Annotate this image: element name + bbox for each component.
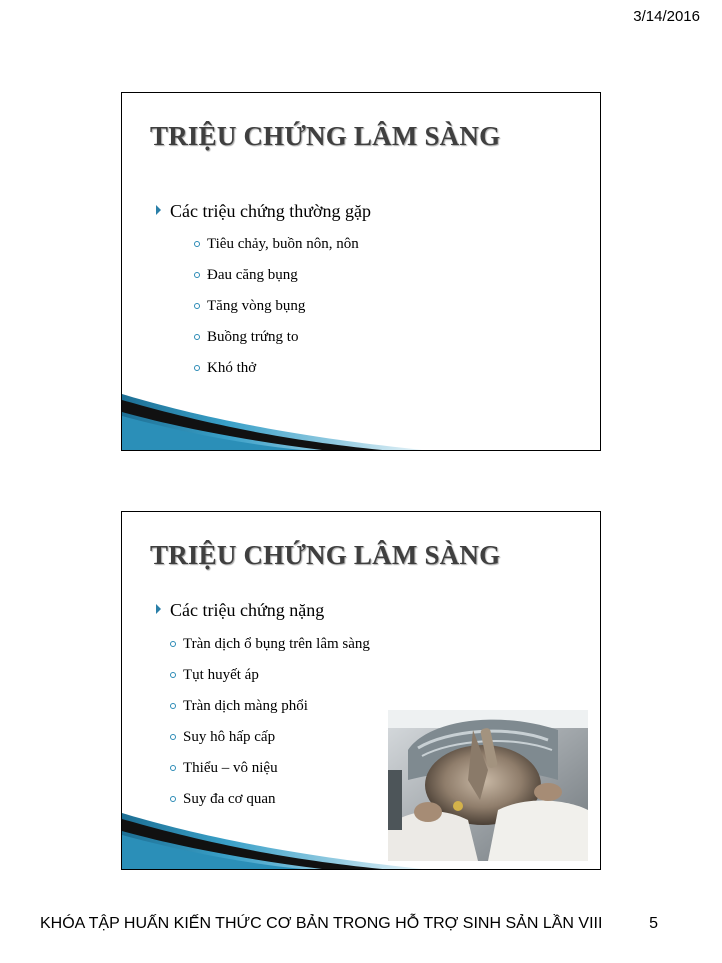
list-item: [170, 634, 370, 665]
bullet-text: Các triệu chứng nặng: [170, 600, 325, 620]
circle-bullet-icon: [170, 765, 176, 771]
slide-thumbnail-1: [121, 92, 601, 451]
slide-thumbnail-2: [121, 511, 601, 870]
list-item: [194, 265, 371, 296]
list-item: [194, 327, 371, 358]
circle-bullet-icon: [170, 641, 176, 647]
print-date: 3/14/2016: [633, 8, 700, 25]
footer-text: KHÓA TẬP HUẤN KIẾN THỨC CƠ BẢN TRONG HỖ TRỢ SINH SẢN LẦN VIII: [40, 915, 603, 932]
slide-title: TRIỆU CHỨNG LÂM SÀNG: [150, 121, 501, 151]
circle-bullet-icon: [194, 334, 200, 340]
bullet-list: [156, 201, 371, 389]
page-number: 5: [649, 915, 658, 932]
circle-bullet-icon: [170, 796, 176, 802]
circle-bullet-icon: [170, 734, 176, 740]
list-item-text: Tiêu chảy, buồn nôn, nôn: [207, 236, 359, 252]
list-item: [170, 727, 370, 758]
patient-photo: [388, 710, 588, 861]
list-item-text: Buồng trứng to: [207, 329, 299, 345]
bullet-level-1: [156, 600, 370, 621]
bullet-arrow-icon: [156, 604, 161, 614]
list-item: [170, 696, 370, 727]
sub-bullet-list: [194, 234, 371, 389]
decorative-swoosh: [122, 813, 422, 869]
circle-bullet-icon: [170, 672, 176, 678]
list-item: [194, 358, 371, 389]
list-item-text: Tụt huyết áp: [183, 667, 259, 683]
list-item: [194, 234, 371, 265]
list-item: [194, 296, 371, 327]
list-item-text: Đau căng bụng: [207, 267, 298, 283]
list-item-text: Thiểu – vô niệu: [183, 760, 278, 776]
list-item-text: Tràn dịch màng phổi: [183, 698, 308, 714]
bullet-list: [156, 600, 370, 820]
list-item: [170, 758, 370, 789]
list-item-text: Suy hô hấp cấp: [183, 729, 276, 745]
bullet-level-1: [156, 201, 371, 222]
bullet-arrow-icon: [156, 205, 161, 215]
list-item-text: Tăng vòng bụng: [207, 298, 306, 314]
list-item: [170, 665, 370, 696]
decorative-swoosh: [122, 394, 422, 450]
circle-bullet-icon: [194, 365, 200, 371]
circle-bullet-icon: [170, 703, 176, 709]
circle-bullet-icon: [194, 303, 200, 309]
circle-bullet-icon: [194, 241, 200, 247]
bullet-text: Các triệu chứng thường gặp: [170, 201, 371, 221]
slide-title: TRIỆU CHỨNG LÂM SÀNG: [150, 540, 501, 570]
list-item-text: Tràn dịch ổ bụng trên lâm sàng: [183, 636, 370, 652]
list-item-text: Khó thở: [207, 360, 257, 376]
sub-bullet-list: [170, 634, 370, 820]
list-item-text: Suy đa cơ quan: [183, 791, 276, 807]
circle-bullet-icon: [194, 272, 200, 278]
